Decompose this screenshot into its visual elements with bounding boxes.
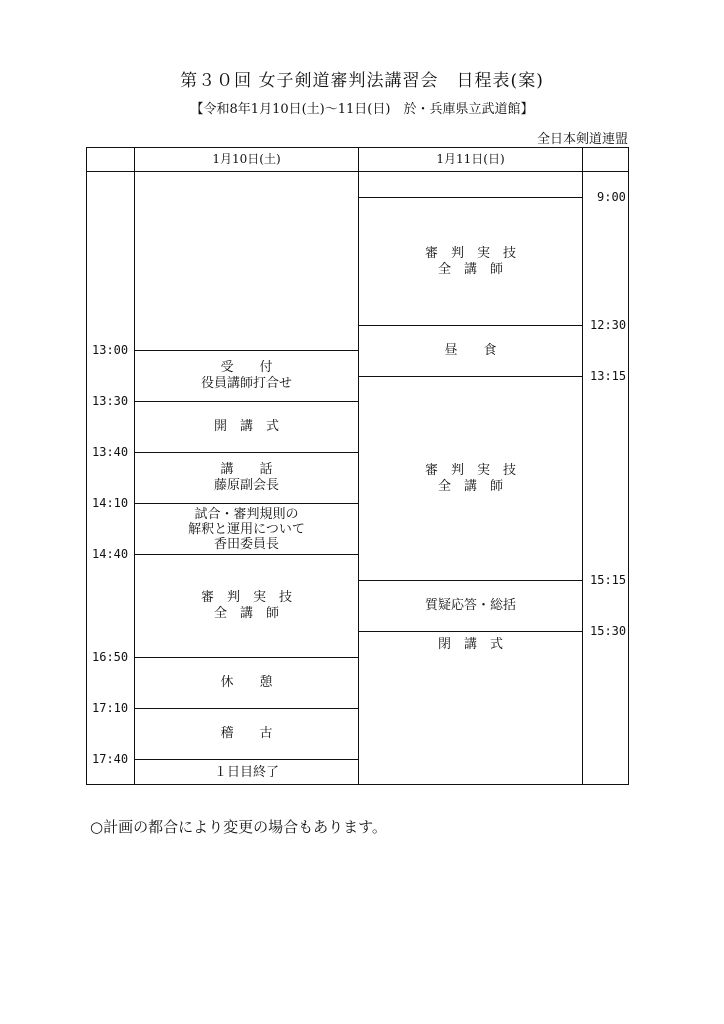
footnote: ○計画の都合により変更の場合もあります。 bbox=[90, 818, 387, 836]
header-day2: 1月11日(日) bbox=[436, 152, 505, 166]
page-subtitle: 【令和8年1月10日(土)～11日(日) 於・兵庫県立武道館】 bbox=[190, 102, 534, 117]
day1-end-block bbox=[135, 760, 358, 785]
time-label: 13:15 bbox=[590, 369, 627, 383]
page-title: 第３０回 女子剣道審判法講習会 日程表(案) bbox=[180, 71, 544, 91]
block-line: 全 講 師 bbox=[437, 478, 503, 494]
block-line: 試合・審判規則の bbox=[194, 506, 299, 522]
block-line: 昼 食 bbox=[444, 343, 497, 358]
time-label: 9:00 bbox=[597, 190, 626, 204]
day1-break-block bbox=[135, 658, 358, 708]
block-line: 全 講 師 bbox=[213, 606, 279, 621]
time-label: 14:10 bbox=[92, 496, 129, 510]
time-label: 15:15 bbox=[590, 573, 627, 587]
time-label: 17:10 bbox=[92, 701, 129, 715]
header-day1: 1月10日(土) bbox=[212, 152, 281, 166]
block-line: 審 判 実 技 bbox=[424, 245, 516, 261]
day1-practical-block bbox=[135, 555, 358, 657]
day2-closing-ceremony-block bbox=[359, 632, 582, 658]
day2-morning-practical-block bbox=[359, 198, 582, 325]
block-line: 藤原副会長 bbox=[213, 478, 279, 493]
block-line: 講 話 bbox=[220, 462, 273, 477]
day2-qa-summary-block bbox=[359, 581, 582, 631]
time-label: 14:40 bbox=[92, 547, 129, 561]
block-line: 審 判 実 技 bbox=[424, 462, 516, 478]
column-divider-3 bbox=[582, 147, 583, 785]
time-label: 12:30 bbox=[590, 318, 627, 332]
block-line: 役員講師打合せ bbox=[200, 376, 292, 391]
block-line: 質疑応答・総括 bbox=[424, 598, 516, 613]
organization-name: 全日本剣道連盟 bbox=[536, 132, 628, 147]
day1-opening-ceremony-block bbox=[135, 402, 358, 452]
day2-lunch-block bbox=[359, 326, 582, 376]
block-line: 閉 講 式 bbox=[437, 637, 503, 652]
time-label: 17:40 bbox=[92, 752, 129, 766]
block-line: 開 講 式 bbox=[213, 419, 279, 434]
block-line: 香田委員長 bbox=[213, 536, 279, 552]
block-line: １日目終了 bbox=[213, 764, 279, 780]
block-line: 受 付 bbox=[220, 360, 273, 375]
time-label: 15:30 bbox=[590, 624, 627, 638]
time-label: 13:00 bbox=[92, 343, 129, 357]
block-line: 解釈と運用について bbox=[188, 521, 305, 537]
block-line: 休 憩 bbox=[220, 675, 273, 690]
day1-lecture-block bbox=[135, 453, 358, 503]
day2-afternoon-practical-block bbox=[359, 377, 582, 580]
time-label: 13:30 bbox=[92, 394, 129, 408]
day1-reception-block bbox=[135, 351, 358, 401]
block-line: 審 判 実 技 bbox=[200, 590, 292, 605]
header-row-divider bbox=[86, 171, 629, 172]
day1-rules-block bbox=[135, 504, 358, 554]
time-label: 16:50 bbox=[92, 650, 129, 664]
block-line: 全 講 師 bbox=[437, 261, 503, 277]
day1-keiko-block bbox=[135, 709, 358, 759]
block-line: 稽 古 bbox=[220, 726, 273, 741]
time-label: 13:40 bbox=[92, 445, 129, 459]
